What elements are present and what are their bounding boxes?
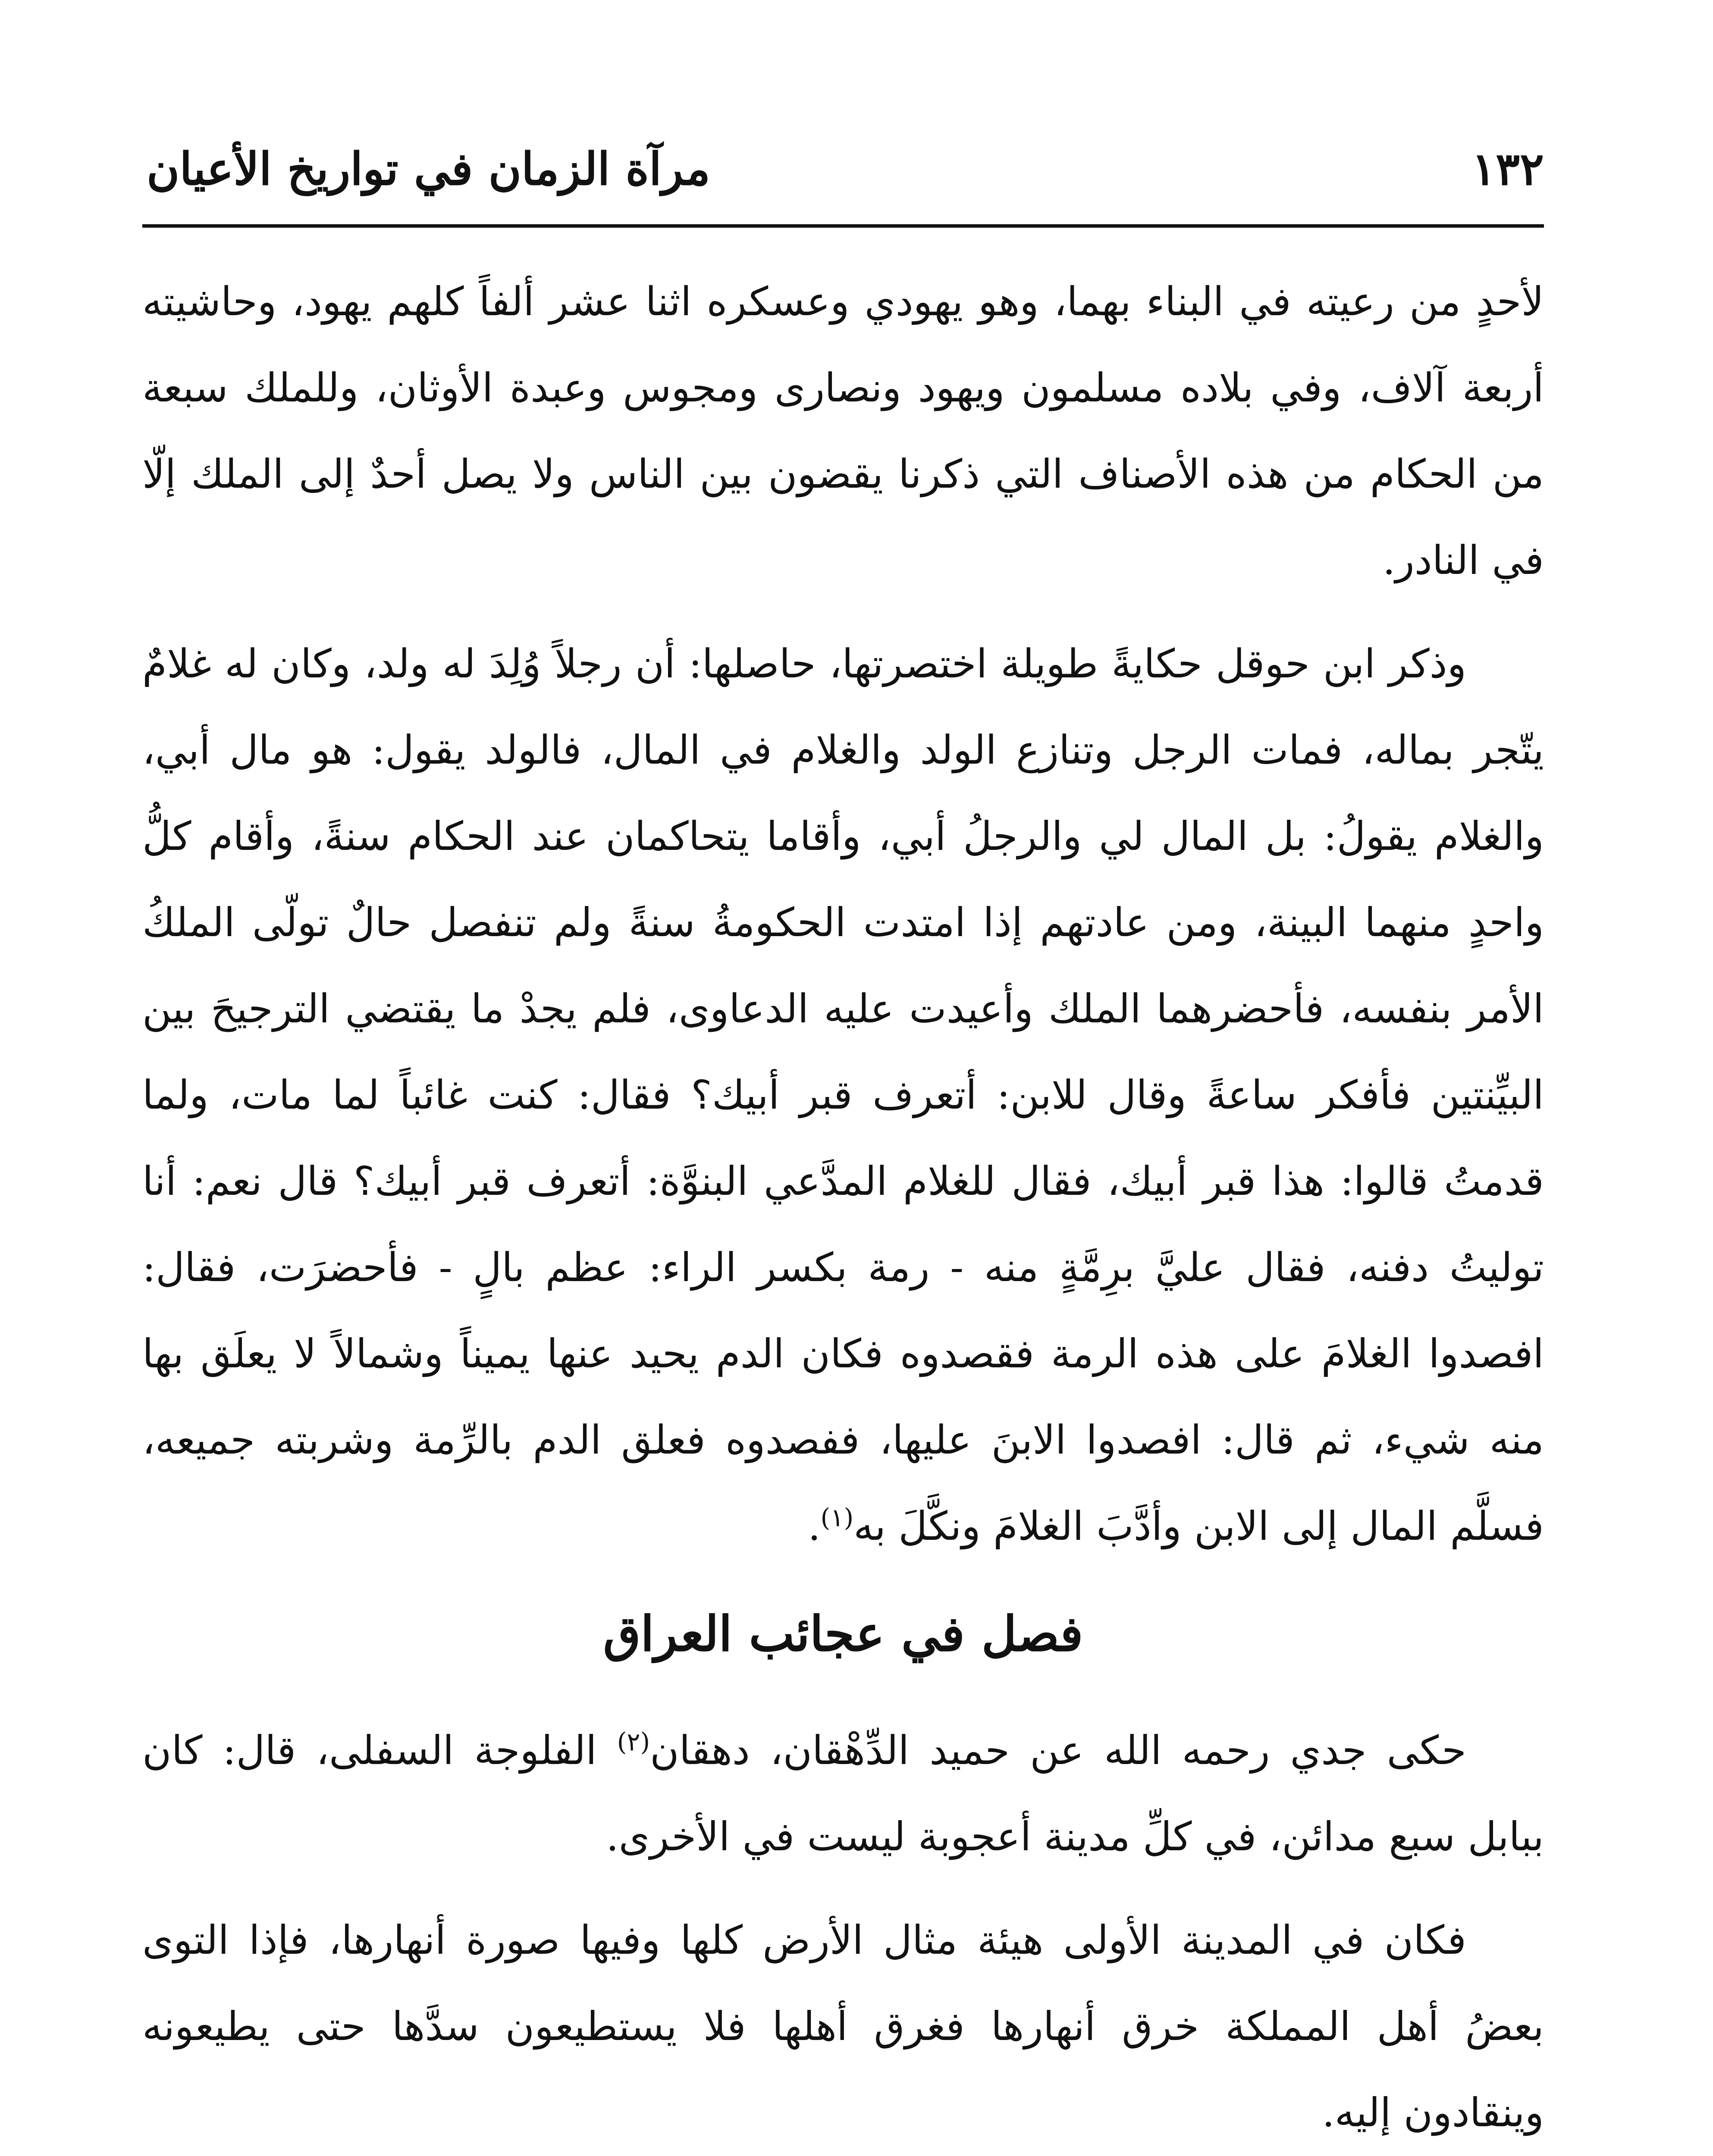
- section-heading: فصل في عجائب العراق: [603, 1606, 1083, 1662]
- book-page: [142, 0, 1544, 2156]
- header-rule: [142, 224, 1544, 228]
- paragraph-3: [142, 1708, 1544, 1880]
- paragraph-4: فكان في المدينة الأولى هيئة مثال الأرض كلها وفيها صورة أنهارها، فإذا التوى بعضُ أهل المملكة خرق أنهارها فغرق أهلها فلا يستطيعون سدَّها حتى يطيعونه وينقادون إليه.: [142, 1917, 1544, 2136]
- page-header: [142, 125, 1544, 211]
- body-text: [142, 259, 1544, 2156]
- footnote-ref-1[interactable]: (١): [820, 1503, 854, 1532]
- paragraph-2-end: .: [808, 1503, 821, 1549]
- paragraph-2: [142, 621, 1544, 1570]
- paragraph-3-text-a: حكى جدي رحمه الله عن حميد الدِّهْقان، دهقان: [650, 1727, 1466, 1774]
- paragraph-1: لأحدٍ من رعيته في البناء بهما، وهو يهودي وعسكره اثنا عشر ألفاً كلهم يهود، وحاشيته أربعة آلاف، وفي بلاده مسلمون ويهود ونصارى ومجوس وعبدة الأوثان، وللملك سبعة من الحكام من هذه الأصناف التي ذكرنا يقضون بين الناس ولا يصل أحدٌ إلى الملك إلّا في النادر.: [142, 279, 1544, 583]
- running-title: مرآة الزمان في تواريخ الأعيان: [147, 142, 711, 195]
- paragraph-2-text: وذكر ابن حوقل حكايةً طويلة اختصرتها، حاصلها: أن رجلاً وُلِدَ له ولد، وكان له غلامٌ يتّجر بماله، فمات الرجل وتنازع الولد والغلام في المال، فالولد يقول: هو مال أبي، والغلام يقولُ: بل المال لي والرجلُ أبي، وأقاما يتحاكمان عند الحكام سنةً، وأقام كلُّ واحدٍ منهما البينة، ومن عادتهم إذا امتدت الحكومةُ سنةً ولم تنفصل حالٌ تولّى الملكُ الأمر بنفسه، فأحضرهما الملك وأعيدت عليه الدعاوى، فلم يجدْ ما يقتضي الترجيحَ بين البيِّنتين فأفكر ساعةً وقال للابن: أتعرف قبر أبيك؟ فقال: كنت غائباً لما مات، ولما قدمتُ قالوا: هذا قبر أبيك، فقال للغلام المدَّعي البنوَّة: أتعرف قبر أبيك؟ قال نعم: أنا توليتُ دفنه، فقال عليَّ برِمَّةٍ منه - رمة بكسر الراء: عظم بالٍ - فأحضرَت، فقال: افصدوا الغلامَ على هذه الرمة فقصدوه فكان الدم يحيد عنها يميناً وشمالاً لا يعلَق بها منه شيء، ثم قال: افصدوا الابنَ عليها، ففصدوه فعلق الدم بالرِّمة وشربته جميعه، فسلَّم المال إلى الابن وأدَّبَ الغلامَ ونكَّلَ به: [142, 641, 1544, 1549]
- page-number: ١٣٢: [1471, 142, 1544, 195]
- footnote-ref-2[interactable]: (٢): [617, 1727, 650, 1757]
- paragraph-3-text-b: الفلوجة السفلى، قال: كان ببابل سبع مدائن، في كلِّ مدينة أعجوبة ليست في الأخرى.: [142, 1727, 1544, 1860]
